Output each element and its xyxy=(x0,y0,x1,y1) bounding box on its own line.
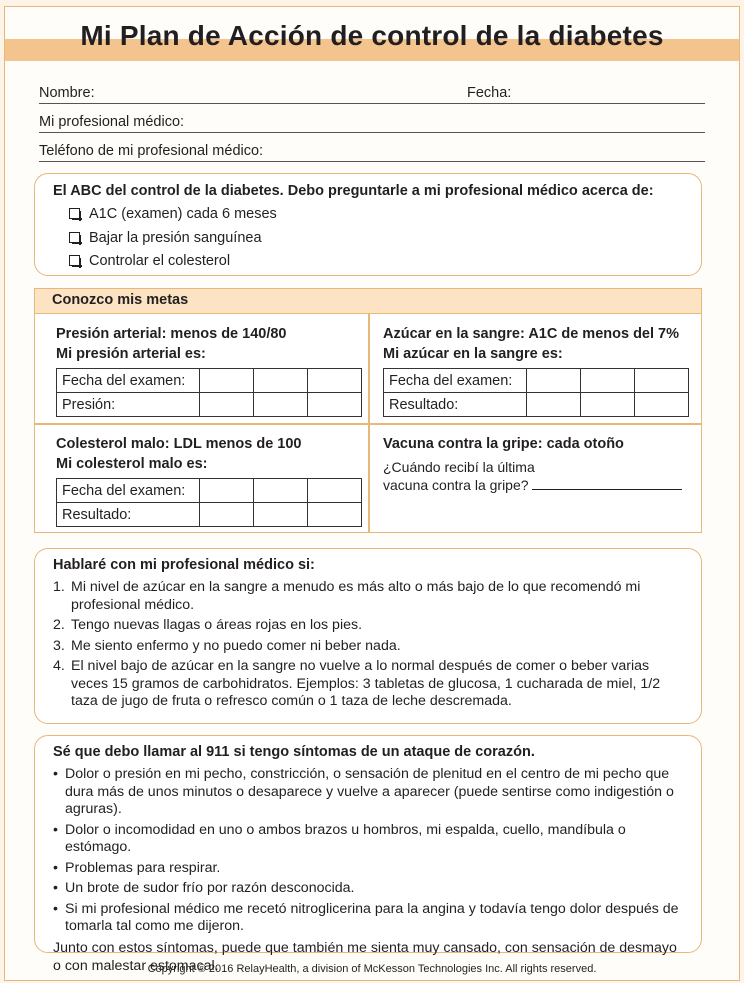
checkbox-icon[interactable] xyxy=(69,232,80,243)
vacuna-line1: ¿Cuándo recibí la última xyxy=(383,459,535,475)
metas-panel xyxy=(34,288,702,533)
item-number: 1. xyxy=(53,579,65,595)
azucar-cell xyxy=(383,324,689,417)
list-item xyxy=(53,860,683,878)
item-text: Si mi profesional médico me recetó nitroglicerina para la angina y todavía tengo dolor después de tomarla tal como me dijeron. xyxy=(65,900,679,934)
entry-cell[interactable] xyxy=(200,393,254,417)
presion-table xyxy=(56,368,362,417)
metas-heading: Conozco mis metas xyxy=(35,289,701,314)
entry-cell[interactable] xyxy=(254,369,308,393)
presion-title: Presión arterial: menos de 140/80 xyxy=(56,326,287,342)
item-text: Mi nivel de azúcar en la sangre a menudo es más alto o más bajo de lo que recomendó mi profesional médico. xyxy=(71,579,641,613)
list-item xyxy=(53,880,683,898)
entry-cell[interactable] xyxy=(635,393,689,417)
profesional-field[interactable] xyxy=(39,113,705,133)
telefono-label: Teléfono de mi profesional médico: xyxy=(39,143,264,159)
profesional-label: Mi profesional médico: xyxy=(39,114,185,130)
presion-cell xyxy=(56,324,362,417)
entry-cell[interactable] xyxy=(581,393,635,417)
row-label: Presión: xyxy=(57,393,200,417)
bullet-icon: • xyxy=(53,821,58,838)
entry-cell[interactable] xyxy=(308,393,362,417)
bullet-icon: • xyxy=(53,880,58,896)
entry-cell[interactable] xyxy=(527,393,581,417)
bullet-icon: • xyxy=(53,900,58,917)
bullet-icon: • xyxy=(53,859,58,876)
presion-subtitle: Mi presión arterial es: xyxy=(56,346,206,362)
list-item xyxy=(53,766,683,819)
nombre-label: Nombre: xyxy=(39,85,95,101)
entry-cell[interactable] xyxy=(254,393,308,417)
entry-cell[interactable] xyxy=(254,503,308,527)
item-text: Tengo nuevas llagas o áreas rojas en los pies. xyxy=(71,617,363,633)
copyright: Copyright © 2016 RelayHealth, a division of McKesson Technologies Inc. All rights reserved. xyxy=(147,963,597,975)
llamar-closing: Junto con estos síntomas, puede que también me sienta muy cansado, con sensación de desmayo o con malestar estomacal. xyxy=(53,939,677,974)
entry-cell[interactable] xyxy=(200,503,254,527)
entry-cell[interactable] xyxy=(581,369,635,393)
item-number: 3. xyxy=(53,637,65,654)
item-text: Problemas para respirar. xyxy=(65,859,221,876)
entry-cell[interactable] xyxy=(308,479,362,503)
azucar-title: Azúcar en la sangre: A1C de menos del 7% xyxy=(383,326,680,342)
entry-cell[interactable] xyxy=(308,369,362,393)
abc-item[interactable] xyxy=(53,251,683,275)
abc-box xyxy=(34,173,702,276)
vacuna-title: Vacuna contra la gripe: cada otoño xyxy=(383,436,624,452)
item-number: 2. xyxy=(53,617,65,633)
telefono-field[interactable] xyxy=(39,142,705,162)
abc-heading: El ABC del control de la diabetes. Debo preguntarle a mi profesional médico acerca de: xyxy=(53,183,654,199)
entry-cell[interactable] xyxy=(308,503,362,527)
bullet-icon: • xyxy=(53,766,58,782)
abc-item-label: Controlar el colesterol xyxy=(89,253,231,269)
fecha-label: Fecha: xyxy=(467,85,512,101)
row-label: Fecha del examen: xyxy=(57,369,200,393)
entry-cell[interactable] xyxy=(527,369,581,393)
llamar-list xyxy=(53,766,683,936)
colesterol-table xyxy=(56,478,362,527)
vacuna-cell xyxy=(383,434,682,494)
item-text: Dolor o presión en mi pecho, constricción, o sensación de plenitud en el centro de mi pecho que dura más de unos minutos o desaparece y vuelve a aparecer (puede sentirse como indigestión o agruras). xyxy=(65,766,674,817)
hablare-list xyxy=(53,579,683,711)
entry-cell[interactable] xyxy=(254,479,308,503)
colesterol-title: Colesterol malo: LDL menos de 100 xyxy=(56,436,302,452)
item-number: 4. xyxy=(53,658,65,674)
checkbox-icon[interactable] xyxy=(69,255,80,266)
abc-item-label: A1C (examen) cada 6 meses xyxy=(89,206,277,222)
checkbox-icon[interactable] xyxy=(69,208,80,219)
llamar-heading: Sé que debo llamar al 911 si tengo síntomas de un ataque de corazón. xyxy=(53,744,535,760)
entry-cell[interactable] xyxy=(200,479,254,503)
list-item xyxy=(53,822,683,857)
list-item xyxy=(53,617,683,635)
row-label: Resultado: xyxy=(57,503,200,527)
colesterol-cell xyxy=(56,434,362,527)
row-label: Resultado: xyxy=(384,393,527,417)
list-item xyxy=(53,901,683,936)
abc-item[interactable] xyxy=(53,204,683,228)
fecha-field[interactable] xyxy=(467,84,705,104)
vacuna-line2: vacuna contra la gripe? xyxy=(383,477,529,493)
page-title: Mi Plan de Acción de control de la diabetes xyxy=(80,20,664,51)
item-text: El nivel bajo de azúcar en la sangre no vuelve a lo normal después de comer o beber varias veces 15 gramos de carbohidratos. Ejemplos: 3 tabletas de glucosa, 1 cucharada de miel, 1/2 taza de jugo de fruta o refresco común o 1 taza de leche descremada. xyxy=(71,658,661,709)
azucar-table xyxy=(383,368,689,417)
hablare-heading: Hablaré con mi profesional médico si: xyxy=(53,557,315,573)
hablare-box xyxy=(34,548,702,724)
entry-cell[interactable] xyxy=(635,369,689,393)
item-text: Un brote de sudor frío por razón desconocida. xyxy=(65,880,355,896)
divider xyxy=(35,423,701,425)
colesterol-subtitle: Mi colesterol malo es: xyxy=(56,456,208,472)
entry-cell[interactable] xyxy=(200,369,254,393)
item-text: Me siento enfermo y no puedo comer ni beber nada. xyxy=(71,637,401,654)
row-label: Fecha del examen: xyxy=(57,479,200,503)
abc-item-label: Bajar la presión sanguínea xyxy=(89,229,262,246)
list-item xyxy=(53,579,683,614)
list-item xyxy=(53,658,683,711)
abc-list xyxy=(53,204,683,275)
vacuna-question xyxy=(383,458,682,494)
row-label: Fecha del examen: xyxy=(384,369,527,393)
vacuna-date-field[interactable] xyxy=(532,478,682,490)
nombre-field[interactable] xyxy=(39,84,467,104)
list-item xyxy=(53,638,683,656)
azucar-subtitle: Mi azúcar en la sangre es: xyxy=(383,346,563,362)
abc-item[interactable] xyxy=(53,228,683,252)
item-text: Dolor o incomodidad en uno o ambos brazos u hombros, mi espalda, cuello, mandíbula o estómago. xyxy=(65,821,626,855)
